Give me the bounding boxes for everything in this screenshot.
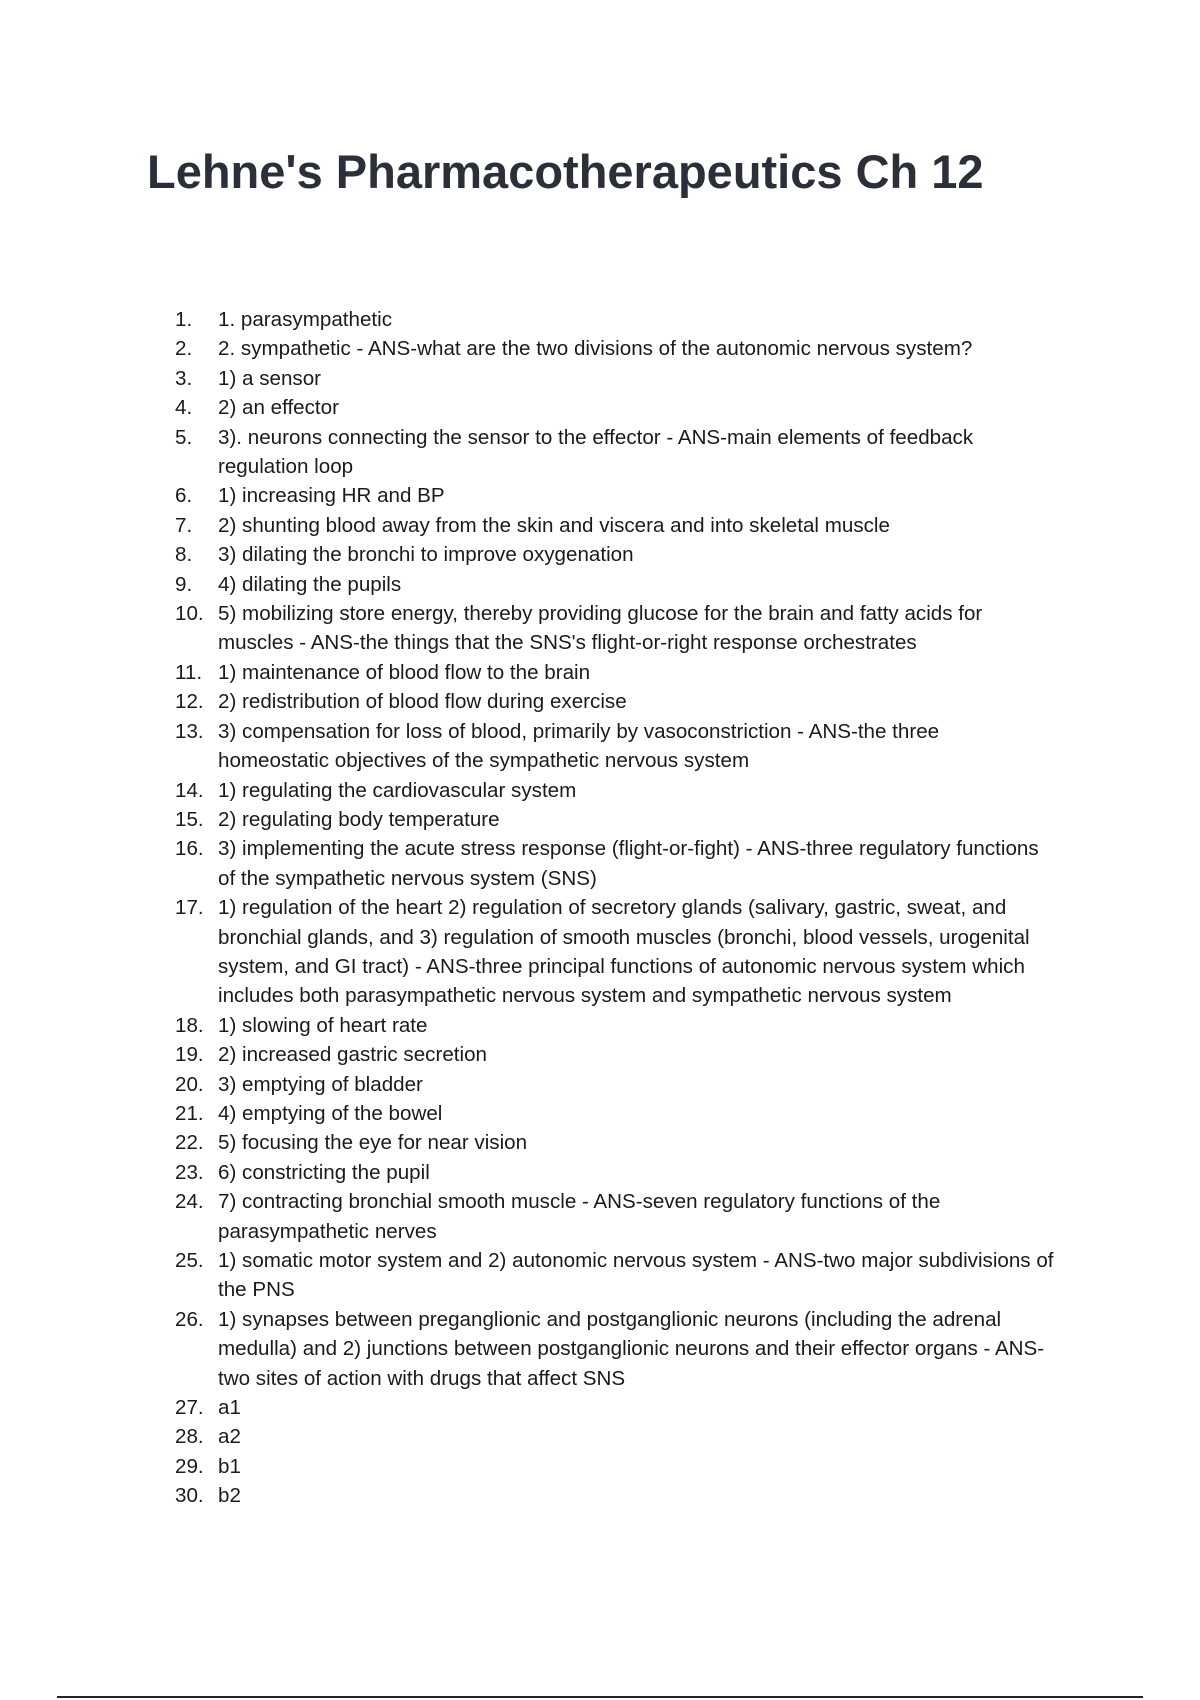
item-text: a1 — [218, 1396, 241, 1420]
item-text: 2. sympathetic - ANS-what are the two divisions of the autonomic nervous system? — [218, 337, 973, 361]
item-number: 14. — [175, 778, 204, 802]
item-number: 6. — [175, 484, 193, 508]
item-number: 27. — [175, 1396, 204, 1420]
item-text: b2 — [218, 1484, 241, 1508]
list-item — [175, 511, 1055, 540]
list-item — [175, 423, 1055, 482]
list-item — [175, 1070, 1055, 1099]
item-number: 2. — [175, 337, 193, 361]
list-item — [175, 334, 1055, 363]
list-item — [175, 717, 1055, 776]
item-number: 17. — [175, 896, 204, 920]
item-number: 1. — [175, 308, 193, 331]
item-number: 26. — [175, 1307, 204, 1331]
item-text: 4) dilating the pupils — [218, 572, 402, 596]
item-text: 7) contracting bronchial smooth muscle - ANS-seven regulatory functions of the parasympathetic nerves — [218, 1190, 941, 1243]
list-item — [175, 1158, 1055, 1187]
list-item — [175, 1305, 1055, 1393]
item-text: 1) somatic motor system and 2) autonomic nervous system - ANS-two major subdivisions of the PNS — [218, 1249, 1054, 1302]
item-number: 9. — [175, 572, 193, 596]
item-number: 8. — [175, 543, 193, 567]
item-text: 5) mobilizing store energy, thereby providing glucose for the brain and fatty acids for muscles - ANS-the things that the SNS's flight-or-right response orchestrates — [218, 602, 983, 655]
list-item — [175, 1187, 1055, 1246]
item-text: 2) regulating body temperature — [218, 807, 500, 831]
list-item — [175, 776, 1055, 805]
list-item — [175, 1246, 1055, 1305]
list-item — [175, 364, 1055, 393]
list-item — [175, 1011, 1055, 1040]
item-number: 19. — [175, 1043, 204, 1067]
numbered-list — [175, 305, 1055, 1511]
item-text: 2) shunting blood away from the skin and viscera and into skeletal muscle — [218, 513, 890, 537]
item-text: 3) dilating the bronchi to improve oxygenation — [218, 543, 634, 567]
item-text: 1) regulation of the heart 2) regulation of secretory glands (salivary, gastric, sweat, and bronchial glands, and 3) regulation of smooth muscles (bronchi, blood vessels, urogenital system, and GI tract) - ANS-three principal functions of autonomic nervous system which includes both parasympathetic nervous system and sympathetic nervous system — [218, 896, 1030, 1008]
item-text: 5) focusing the eye for near vision — [218, 1131, 528, 1155]
item-text: 4) emptying of the bowel — [218, 1101, 443, 1125]
item-text: 1) increasing HR and BP — [218, 484, 445, 508]
item-number: 24. — [175, 1190, 204, 1214]
item-number: 25. — [175, 1249, 204, 1272]
item-number: 16. — [175, 837, 204, 861]
list-item — [175, 305, 1055, 334]
list-item — [175, 1481, 1055, 1510]
list-item — [175, 1393, 1055, 1422]
item-text: 3). neurons connecting the sensor to the effector - ANS-main elements of feedback regulation loop — [218, 425, 974, 479]
item-text: 1) slowing of heart rate — [218, 1013, 428, 1037]
list-item — [175, 834, 1055, 893]
list-item — [175, 481, 1055, 510]
page-title: Lehne's Pharmacotherapeutics Ch 12 — [147, 145, 984, 198]
item-text: 3) implementing the acute stress response (flight-or-fight) - ANS-three regulatory functions of the sympathetic nervous system (SNS) — [218, 837, 1039, 890]
item-text: 1) a sensor — [218, 366, 322, 390]
item-number: 10. — [175, 602, 204, 626]
item-text: 3) compensation for loss of blood, primarily by vasoconstriction - ANS-the three homeostatic objectives of the sympathetic nervous system — [218, 719, 940, 773]
item-number: 7. — [175, 513, 193, 537]
item-text: b1 — [218, 1454, 241, 1478]
item-number: 22. — [175, 1131, 204, 1155]
list-item — [175, 805, 1055, 834]
item-number: 18. — [175, 1013, 204, 1037]
item-number: 13. — [175, 719, 204, 743]
list-item — [175, 599, 1055, 658]
list-item — [175, 1128, 1055, 1157]
item-number: 15. — [175, 807, 204, 831]
item-text: 2) increased gastric secretion — [218, 1043, 487, 1067]
item-number: 3. — [175, 366, 193, 390]
item-text: 1) maintenance of blood flow to the brain — [218, 660, 591, 684]
list-item — [175, 687, 1055, 716]
item-text: 1) regulating the cardiovascular system — [218, 778, 577, 802]
item-number: 29. — [175, 1454, 204, 1478]
list-item — [175, 1040, 1055, 1069]
list-item — [175, 570, 1055, 599]
list-item — [175, 658, 1055, 687]
item-number: 5. — [175, 425, 193, 449]
item-number: 23. — [175, 1160, 204, 1184]
item-number: 21. — [175, 1101, 204, 1125]
list-item — [175, 893, 1055, 1011]
item-text: 2) redistribution of blood flow during exercise — [218, 690, 627, 714]
item-text: 1. parasympathetic — [218, 308, 392, 331]
list-item — [175, 1422, 1055, 1451]
page-bottom-rule — [57, 1696, 1143, 1698]
item-number: 30. — [175, 1484, 204, 1508]
list-item — [175, 1099, 1055, 1128]
list-item — [175, 393, 1055, 422]
item-number: 20. — [175, 1072, 204, 1096]
item-number: 28. — [175, 1425, 204, 1449]
item-number: 11. — [175, 660, 203, 684]
list-item — [175, 1452, 1055, 1481]
list-item — [175, 540, 1055, 569]
item-number: 12. — [175, 690, 204, 714]
item-number: 4. — [175, 396, 193, 420]
item-text: a2 — [218, 1425, 241, 1449]
item-text: 6) constricting the pupil — [218, 1160, 430, 1184]
item-text: 1) synapses between preganglionic and postganglionic neurons (including the adrenal medulla) and 2) junctions between postganglionic neurons and their effector organs - ANS-two sites of action with drugs that affect SNS — [218, 1307, 1045, 1390]
item-text: 3) emptying of bladder — [218, 1072, 423, 1096]
item-text: 2) an effector — [218, 396, 339, 420]
